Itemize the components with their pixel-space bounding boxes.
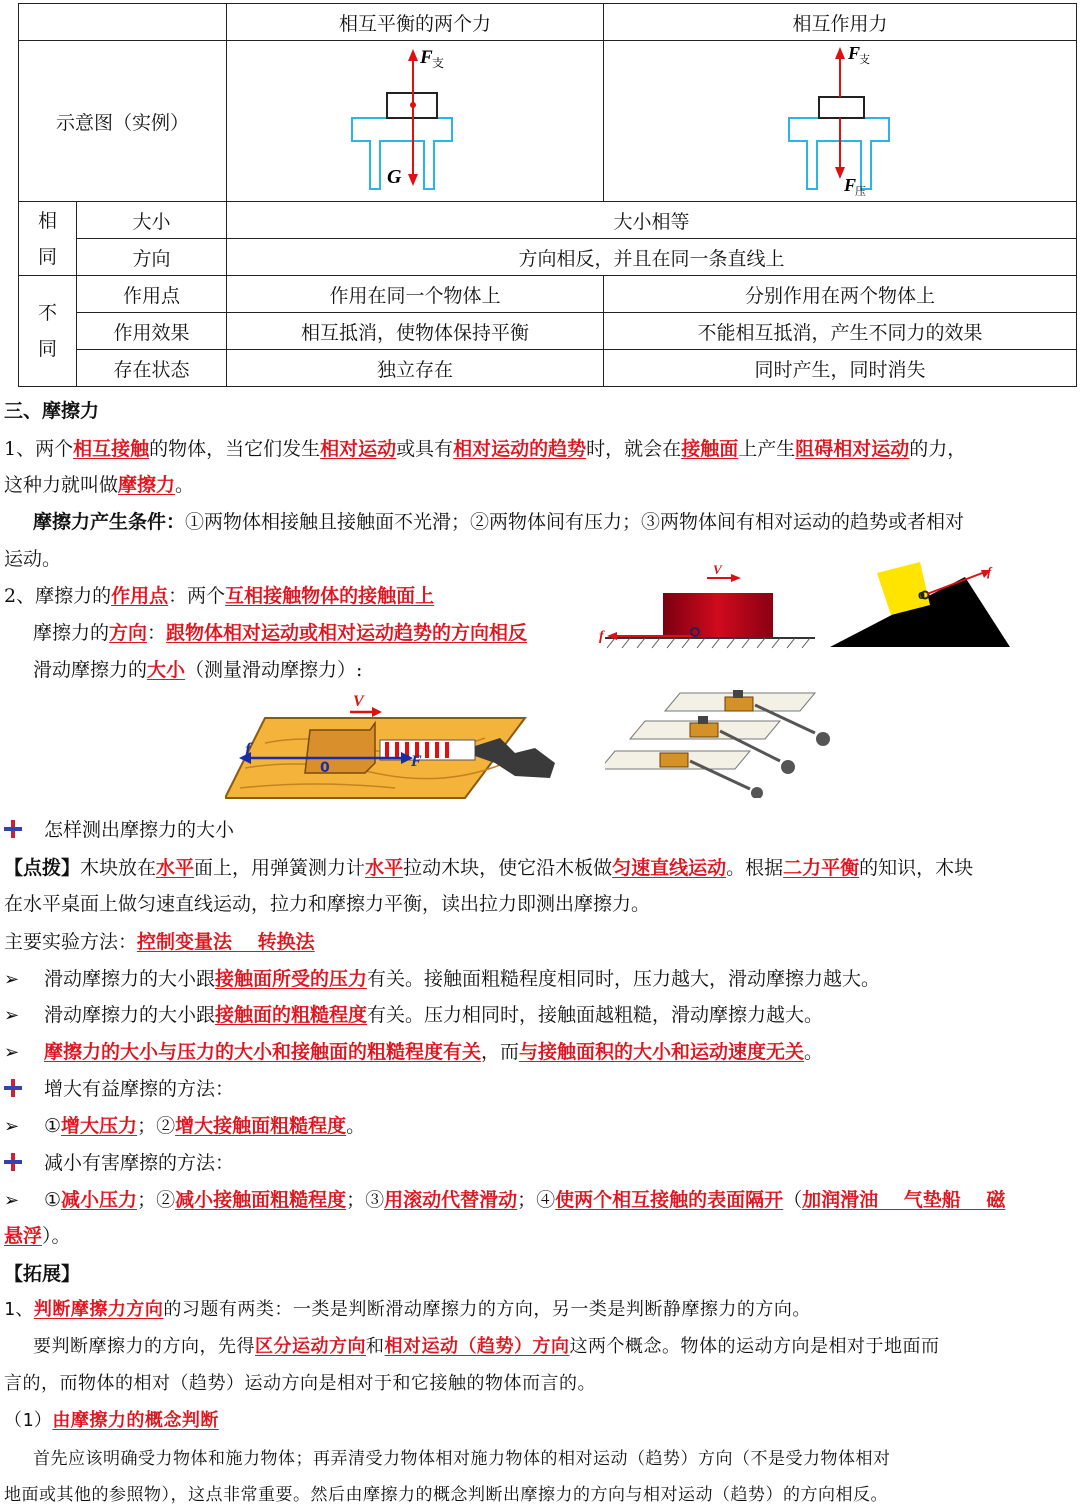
key-term: 大小 [147, 659, 186, 681]
ground-hatch [607, 638, 810, 648]
arrow-bullet-icon: ➢ [4, 969, 20, 990]
key-term: 用滚动代替滑动 [384, 1189, 518, 1211]
extend-line4: （1）由摩擦力的概念判断 [4, 1410, 219, 1431]
key-term: 增大接触面粗糙程度 [175, 1115, 347, 1137]
extend-tag: 【拓展】 [4, 1263, 81, 1285]
condition-line2: 运动。 [4, 548, 62, 570]
p1-line2: 这种力就叫做摩擦力。 [4, 474, 195, 496]
key-term: 跟物体相对运动或相对运动趋势的方向相反 [166, 622, 528, 644]
incline-figure [825, 560, 1015, 655]
extend-line1: 1、判断摩擦力方向的习题有两类：一类是判断滑动摩擦力的方向，另一类是判断静摩擦力的方向。 [4, 1299, 811, 1320]
condition-line1: 摩擦力产生条件：①两物体相接触且接触面不光滑；②两物体间有压力；③两物体间有相对运动的趋势或者相对 [33, 511, 965, 533]
sliding-block-figure [595, 560, 825, 655]
key-term: 匀速直线运动 [612, 857, 727, 879]
up-arrow-icon-2 [835, 47, 845, 59]
interaction-diagram [604, 41, 1077, 196]
diamond-bullet-icon [4, 820, 22, 838]
label-f: f [987, 564, 992, 579]
effect-balance: 相互抵消，使物体保持平衡 [227, 313, 604, 350]
key-term: 方向 [109, 622, 148, 644]
comparison-table [18, 3, 1077, 387]
key-term: 由摩擦力的概念判断 [52, 1410, 219, 1431]
label-fzhi-sub: 支 [432, 56, 445, 70]
key-term: 接触面所受的压力 [215, 968, 368, 990]
key-term: 二力平衡 [783, 857, 860, 879]
hand-icons [751, 732, 830, 798]
key-term: 悬浮 [4, 1225, 43, 1247]
key-term: 相对运动 [320, 438, 397, 460]
wood-block [305, 723, 375, 773]
bullet-1: ➢ 滑动摩擦力的大小跟接触面所受的压力有关。接触面粗糙程度相同时，压力越大，滑动摩擦力越大。 [4, 966, 880, 993]
table-corner [19, 4, 227, 41]
key-term: 接触面 [681, 438, 739, 460]
key-term: 互相接触物体的接触面上 [225, 585, 435, 607]
extend-line2: 要判断摩擦力的方向，先得区分运动方向和相对运动（趋势）方向这两个概念。物体的运动方向是相对于地面而 [33, 1336, 940, 1357]
three-experiments-figure [605, 683, 845, 798]
arrow-bullet-icon: ➢ [4, 1116, 20, 1137]
point-interaction: 分别作用在两个物体上 [604, 276, 1077, 313]
label-o: 0 [320, 760, 330, 776]
spring-scale-figure [225, 688, 565, 803]
key-term: 摩擦力的大小与压力的大小和接触面的粗糙程度有关 [44, 1041, 482, 1063]
key-term: 作用点 [111, 585, 169, 607]
bullet-2: ➢ 滑动摩擦力的大小跟接触面的粗糙程度有关。压力相同时，接触面越粗糙，滑动摩擦力越大。 [4, 1002, 823, 1029]
size-value: 大小相等 [227, 202, 1077, 239]
row-diagram-label: 示意图（实例） [19, 41, 227, 202]
diamond-bullet-icon [4, 1079, 22, 1097]
diagram-balance [227, 41, 604, 202]
extend-line5: 首先应该明确受力物体和施力物体；再弄清受力物体相对施力物体的相对运动（趋势）方向（不是受力物体相对 [33, 1449, 891, 1469]
increase-methods: ➢ ①增大压力；②增大接触面粗糙程度。 [4, 1113, 365, 1140]
state-balance: 独立存在 [227, 350, 604, 387]
arrow-bullet-icon: ➢ [4, 1190, 20, 1211]
up-arrow-icon [408, 49, 418, 61]
key-term: 判断摩擦力方向 [33, 1299, 164, 1320]
label-f: f [599, 629, 604, 644]
key-term: 使两个相互接触的表面隔开 [555, 1189, 784, 1211]
extend-line6: 地面或其他的参照物），这点非常重要。然后由摩擦力的概念判断出摩擦力的方向与相对运动（趋势）的方向相反。 [4, 1485, 888, 1505]
key-term: 与接触面积的大小和运动速度无关 [519, 1041, 805, 1063]
increase-title: 增大有益摩擦的方法： [4, 1076, 234, 1102]
label-fzhi-sub-2: 支 [859, 53, 870, 66]
label-fya: F [844, 175, 857, 195]
label-fzhi-2: F [848, 43, 861, 63]
how-title: 怎样测出摩擦力的大小 [4, 817, 234, 843]
reduce-title: 减小有害摩擦的方法： [4, 1150, 234, 1176]
key-term: 相对运动（趋势）方向 [384, 1336, 570, 1357]
effect-interaction: 不能相互抵消，产生不同力的效果 [604, 313, 1077, 350]
label-f: f [245, 739, 251, 759]
p2-line1: 2、摩擦力的作用点：两个互相接触物体的接触面上 [4, 585, 435, 607]
hand-shape [475, 738, 555, 778]
effect-label: 作用效果 [77, 313, 227, 350]
header-interaction: 相互作用力 [604, 4, 1077, 41]
state-interaction: 同时产生，同时消失 [604, 350, 1077, 387]
extend-line3: 言的，而物体的相对（趋势）运动方向是相对于和它接触的物体而言的。 [4, 1373, 596, 1394]
point-label: 作用点 [77, 276, 227, 313]
arrow-bullet-icon: ➢ [4, 1005, 20, 1026]
center-point [410, 102, 416, 108]
section-title: 三、摩擦力 [4, 400, 100, 422]
key-term: 加润滑油 气垫船 磁 [802, 1189, 1006, 1211]
label-fya-sub: 压 [855, 185, 866, 196]
balance-diagram [227, 41, 604, 196]
size-label: 大小 [77, 202, 227, 239]
p2-line2: 摩擦力的方向：跟物体相对运动或相对运动趋势的方向相反 [33, 622, 528, 644]
table-object-shape [352, 118, 452, 189]
key-term: 水平 [156, 857, 195, 879]
key-term: 相对运动的趋势 [453, 438, 587, 460]
label-g: G [387, 166, 402, 188]
diff-group-label: 不 同 [19, 276, 77, 387]
label-v: V [353, 693, 364, 710]
down-arrow-icon [408, 174, 418, 186]
brick-block [663, 593, 773, 638]
p1-line1: 1、两个相互接触的物体，当它们发生相对运动或具有相对运动的趋势时，就会在接触面上产生阻碍相对运动的力， [4, 438, 967, 460]
diagram-interaction [604, 41, 1077, 202]
key-term: 减小压力 [61, 1189, 138, 1211]
key-term: 水平 [365, 857, 404, 879]
label-o: 0 [918, 591, 925, 602]
label-fzhi: F [420, 47, 433, 68]
key-term: 阻碍相对运动 [795, 438, 910, 460]
key-term: 减小接触面粗糙程度 [175, 1189, 347, 1211]
block-shape-2 [819, 97, 864, 118]
key-term: 接触面的粗糙程度 [215, 1004, 368, 1026]
bullet-3: ➢ 摩擦力的大小与压力的大小和接触面的粗糙程度有关，而与接触面积的大小和运动速度无关。 [4, 1039, 823, 1066]
header-balance: 相互平衡的两个力 [227, 4, 604, 41]
experiment-scales [690, 705, 815, 789]
reduce-methods-line2: 悬浮）。 [4, 1225, 71, 1247]
label-v: V [713, 562, 722, 577]
key-term: 增大压力 [61, 1115, 138, 1137]
same-group-label: 相 同 [19, 202, 77, 276]
right-arrow-icon [731, 574, 741, 582]
tip-line2: 在水平桌面上做匀速直线运动，拉力和摩擦力平衡，读出拉力即测出摩擦力。 [4, 893, 651, 915]
direction-value: 方向相反，并且在同一条直线上 [227, 239, 1077, 276]
diamond-bullet-icon [4, 1153, 22, 1171]
right-arrow-icon [372, 707, 382, 717]
point-balance: 作用在同一个物体上 [227, 276, 604, 313]
key-term: 相互接触 [73, 438, 150, 460]
key-term: 控制变量法 转换法 [137, 931, 315, 953]
method-line: 主要实验方法：控制变量法 转换法 [4, 931, 315, 953]
p2-line3: 滑动摩擦力的大小（测量滑动摩擦力）: [33, 659, 363, 681]
arrow-bullet-icon: ➢ [4, 1042, 20, 1063]
reduce-methods-line1: ➢ ①减小压力；②减小接触面粗糙程度；③用滚动代替滑动；④使两个相互接触的表面隔开（加润滑油 气垫船 磁 [4, 1187, 1005, 1214]
direction-label: 方向 [77, 239, 227, 276]
state-label: 存在状态 [77, 350, 227, 387]
key-term: 摩擦力 [118, 474, 176, 496]
key-term: 区分运动方向 [255, 1336, 366, 1357]
label-F: F [411, 753, 422, 770]
tip-line1: 【点拨】木块放在水平面上，用弹簧测力计水平拉动木块，使它沿木板做匀速直线运动。根据二力平衡的知识，木块 [4, 857, 974, 879]
